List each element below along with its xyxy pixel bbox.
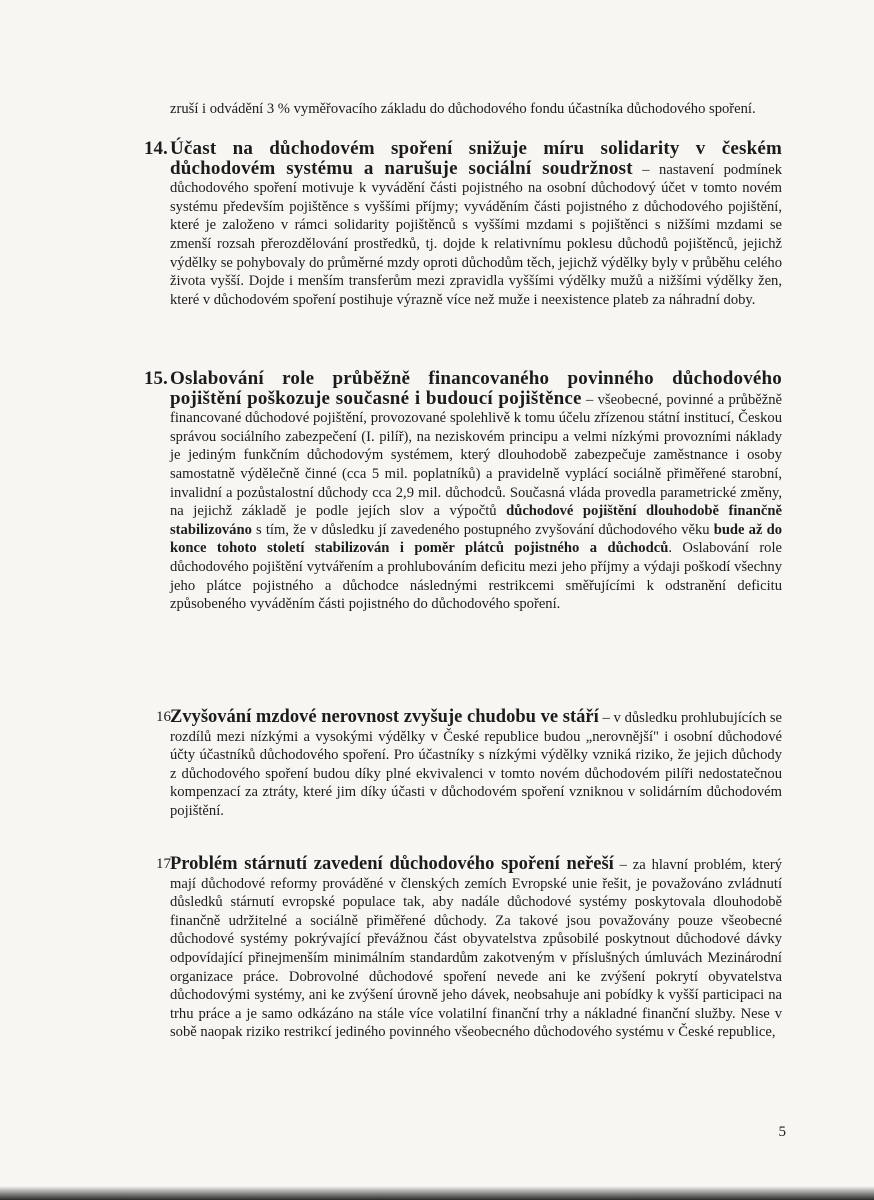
point-16 bbox=[156, 707, 782, 821]
point-emphasis: bude až do konce tohoto století stabilizován i poměr plátců pojistného a důchodců bbox=[170, 521, 782, 557]
point-text: – všeobecné, povinné a průběžně financované důchodové pojištění, provozované spolehlivě k tomu účelu zřízenou státní institucí, Českou správou sociálního zabezpečení (I. pilíř), na neziskovém principu a velmi nízkými provozními náklady je jediným funkčním důchodovým systémem, který dlouhodobě zabezpečuje zaměstnance i osoby samostatně výdělečně činné (cca 5 mil. poplatníků) a pravidelně vyplácí sociálně přiměřené starobní, invalidní a pozůstalostní důchody cca 2,9 mil. důchodců. Současná vláda provedla parametrické změny, na jejichž základě je podle jejích slov a výpočtů bbox=[170, 391, 782, 520]
point-15 bbox=[144, 368, 783, 614]
point-emphasis: důchodové pojištění dlouhodobě finančně stabilizováno bbox=[170, 503, 782, 538]
point-14 bbox=[144, 138, 782, 309]
point-text: . Oslabování role důchodového pojištění vytvářením a prohlubováním deficitu mezi jeho příjmy a výdaji poškodí všechny jeho plátce pojistného a důchodce následnými restrikcemi směřujícími k odstranění deficitu způsobeného vyváděním části pojistného do důchodového spoření. bbox=[170, 540, 783, 613]
point-number: 17. bbox=[156, 856, 175, 872]
point-heading: Účast na důchodovém spoření snižuje míru solidarity v českém důchodovém systému a narušuje sociální soudržnost bbox=[170, 138, 782, 179]
point-17 bbox=[156, 854, 782, 1042]
point-number: 16. bbox=[156, 709, 175, 725]
point-number: 14. bbox=[144, 138, 168, 159]
point-number: 15. bbox=[144, 368, 168, 389]
point-heading: Zvyšování mzdové nerovnost zvyšuje chudobu ve stáří bbox=[170, 707, 599, 727]
scan-edge-shadow bbox=[0, 1186, 874, 1200]
page-number: 5 bbox=[778, 1124, 786, 1140]
point-text: – v důsledku prohlubujících se rozdílů mezi nízkými a vysokými výdělky v České republice budou „nerovnější" i osobní důchodové účty účastníků důchodového spoření. Pro účastníky s nízkými výdělky vzniká riziko, že jejich důchody z důchodového spoření budou díky plné ekvivalenci v tomto novém důchodovém pilíři nedostatečnou kompenzací za ztráty, které jim díky účasti v důchodovém spoření vzniknou v solidárním důchodovém pojištění. bbox=[170, 710, 782, 819]
point-text: s tím, že v důsledku jí zavedeného postupného zvyšování důchodového věku bbox=[251, 521, 714, 538]
point-text: – nastavení podmínek důchodového spoření motivuje k vyvádění části pojistného na osobní důchodový účet v tomto novém systému především pojištěnce s vyššími příjmy; vyváděním části pojistného z důchodového pojištění, které je založeno v rámci solidarity pojištěnců s vyššími mzdami s pojištěnci s nižšími mzdami se zmenší rozsah přerozdělování prostředků, tj. dojde k relativnímu poklesu důchodů pojištěnců, jejichž výdělky se pohybovaly do průměrné mzdy oproti důchodům těch, jejichž výdělky byly v průběhu celého života vyšší. Dojde i menším transferům mezi zpravidla vyššími výdělky mužů a nižšími výdělky žen, které v důchodovém spoření postihuje výrazně více než muže i neexistence plateb za náhradní doby. bbox=[170, 161, 782, 308]
point-heading: Oslabování role průběžně financovaného povinného důchodového pojištění poškozuje současné i budoucí pojištěnce bbox=[170, 368, 782, 409]
point-text: – za hlavní problém, který mají důchodové reformy prováděné v členských zemích Evropské unie řešit, je považováno zvládnutí důsledků stárnutí evropské populace tak, aby nadále důchodové systémy poskytovala dlouhodobě finančně udržitelné a sociálně přiměřené důchody. Za takové jsou považovány pouze všeobecné důchodové systémy pokrývající převážnou část obyvatelstva způsobilé poskytnout důchodové dávky odpovídající přinejmenším minimálním standardům zakotveným v příslušných úmluvách Mezinárodní organizace práce. Dobrovolné důchodové spoření nevede ani ke zvýšení pokrytí obyvatelstva důchodovými systémy, ani ke zvýšení úrovně jeho dávek, neobsahuje ani pobídky k vyšší participaci na trhu práce a je samo odkázáno na stále více volatilní finanční trhy a nákladné finanční služby. Nese v sobě naopak riziko restrikcí jediného povinného všeobecného důchodového systému v České republice, bbox=[170, 857, 782, 1041]
intro-paragraph: zruší i odvádění 3 % vyměřovacího základu do důchodového fondu účastníka důchodového spoření. bbox=[170, 101, 756, 117]
point-heading: Problém stárnutí zavedení důchodového spoření neřeší bbox=[170, 854, 614, 874]
